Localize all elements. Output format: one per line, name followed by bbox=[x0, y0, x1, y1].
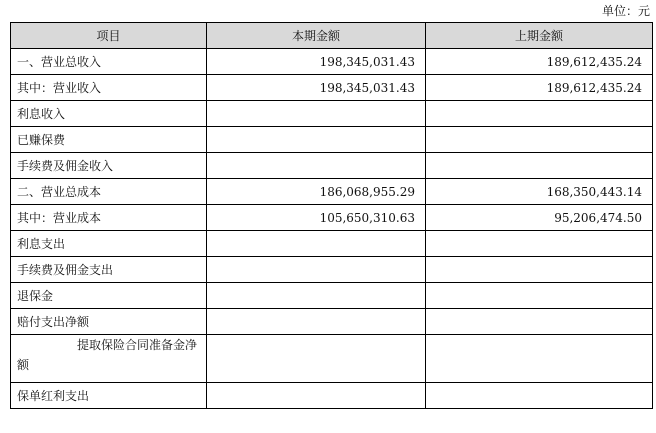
row-item: 利息收入 bbox=[11, 101, 207, 127]
row-item: 其中：营业成本 bbox=[11, 205, 207, 231]
income-statement-table bbox=[10, 22, 653, 409]
row-item: 保单红利支出 bbox=[11, 383, 207, 409]
header-item: 项目 bbox=[11, 23, 207, 49]
row-item: 利息支出 bbox=[11, 231, 207, 257]
row-current-amount: 198,345,031.43 bbox=[207, 49, 426, 75]
row-current-amount bbox=[207, 257, 426, 283]
row-previous-amount bbox=[426, 335, 653, 383]
row-current-amount bbox=[207, 309, 426, 335]
row-item: 赔付支出净额 bbox=[11, 309, 207, 335]
row-item-line2: 额 bbox=[17, 358, 30, 372]
row-current-amount: 105,650,310.63 bbox=[207, 205, 426, 231]
header-row bbox=[11, 23, 653, 49]
row-item-line1: 提取保险合同准备金净 bbox=[77, 338, 198, 352]
table-row bbox=[11, 101, 653, 127]
header-current-amount: 本期金额 bbox=[207, 23, 426, 49]
row-current-amount: 186,068,955.29 bbox=[207, 179, 426, 205]
row-previous-amount bbox=[426, 309, 653, 335]
table-row bbox=[11, 257, 653, 283]
row-current-amount bbox=[207, 283, 426, 309]
row-current-amount bbox=[207, 101, 426, 127]
row-item: 二、营业总成本 bbox=[11, 179, 207, 205]
row-previous-amount: 95,206,474.50 bbox=[426, 205, 653, 231]
row-current-amount bbox=[207, 231, 426, 257]
row-previous-amount bbox=[426, 257, 653, 283]
table-row bbox=[11, 383, 653, 409]
row-item: 一、营业总收入 bbox=[11, 49, 207, 75]
row-current-amount bbox=[207, 127, 426, 153]
row-item: 已赚保费 bbox=[11, 127, 207, 153]
table-row bbox=[11, 283, 653, 309]
row-item: 退保金 bbox=[11, 283, 207, 309]
table-row bbox=[11, 179, 653, 205]
row-previous-amount bbox=[426, 383, 653, 409]
row-previous-amount: 168,350,443.14 bbox=[426, 179, 653, 205]
row-current-amount bbox=[207, 383, 426, 409]
row-previous-amount bbox=[426, 101, 653, 127]
table-row bbox=[11, 335, 653, 383]
row-previous-amount bbox=[426, 153, 653, 179]
table-row bbox=[11, 153, 653, 179]
row-previous-amount bbox=[426, 127, 653, 153]
table-row bbox=[11, 205, 653, 231]
header-previous-amount: 上期金额 bbox=[426, 23, 653, 49]
row-current-amount: 198,345,031.43 bbox=[207, 75, 426, 101]
row-item: 其中：营业收入 bbox=[11, 75, 207, 101]
row-current-amount bbox=[207, 335, 426, 383]
row-previous-amount: 189,612,435.24 bbox=[426, 75, 653, 101]
table-row bbox=[11, 309, 653, 335]
row-item bbox=[11, 335, 207, 383]
table-row bbox=[11, 49, 653, 75]
table-row bbox=[11, 127, 653, 153]
table-row bbox=[11, 231, 653, 257]
row-previous-amount: 189,612,435.24 bbox=[426, 49, 653, 75]
row-current-amount bbox=[207, 153, 426, 179]
unit-label: 单位：元 bbox=[601, 4, 650, 18]
row-previous-amount bbox=[426, 283, 653, 309]
row-item: 手续费及佣金收入 bbox=[11, 153, 207, 179]
row-previous-amount bbox=[426, 231, 653, 257]
row-item: 手续费及佣金支出 bbox=[11, 257, 207, 283]
table-row bbox=[11, 75, 653, 101]
